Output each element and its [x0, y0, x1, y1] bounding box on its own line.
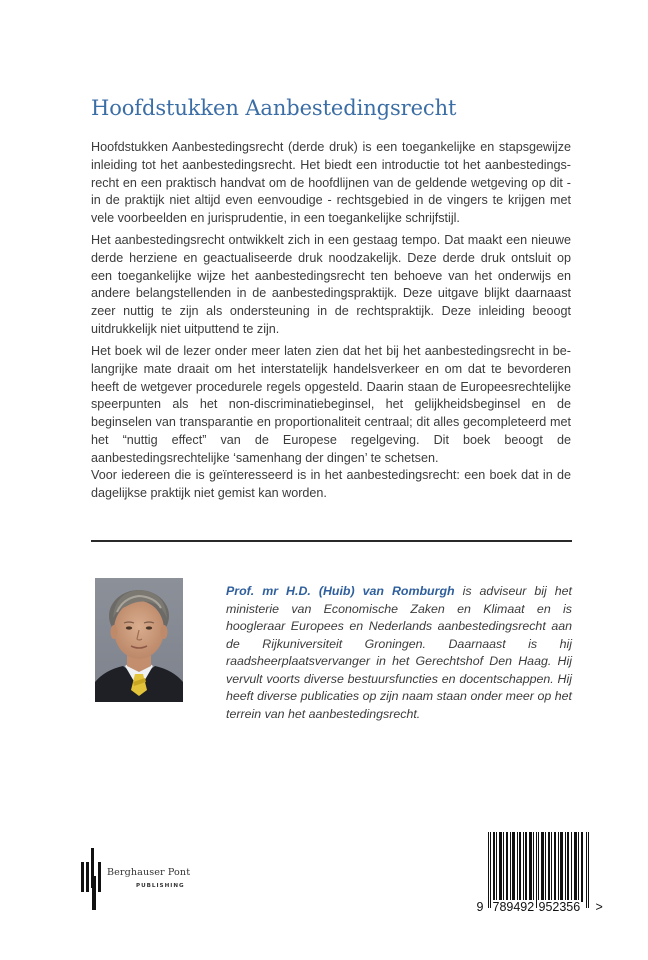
author-photo	[95, 578, 183, 702]
author-bio	[226, 583, 572, 723]
isbn-quiet-zone-arrow: >	[595, 900, 603, 914]
barcode-icon	[488, 832, 590, 908]
publisher-logo	[80, 848, 210, 910]
author-bio-text: is adviseur bij het ministerie van Economische Zaken en Klimaat en is hoogleraar Europees en Nederlands aanbestedingsrecht aan de Rijkuniversiteit Groningen. Daarnaast is hij raadsheerplaatsvervanger in het Gerechtshof Den Haag. Hij vervult voorts diverse bestuursfuncties en docentschappen. Hij heeft diverse publicaties op zijn naam staan onder meer op het terrein van het aanbestedingsrecht.	[226, 584, 572, 721]
isbn-right-digits: 952356	[538, 900, 581, 914]
description-paragraph-1: Hoofdstukken Aanbestedingsrecht (derde druk) is een toegankelijke en stapsgewijze inleiding tot het aanbestedingsrecht. Het biedt een introductie tot het aanbestedingsrecht en een praktisch handvat om de hoofdlijnen van de geldende wetgeving op dit - in de praktijk niet altijd even eenvoudige - rechtsgebied in de vingers te krijgen met vele voorbeelden en jurisprudentie, in een toegankelijke schrijfstijl.	[91, 140, 571, 226]
isbn-lead-digit: 9	[476, 900, 484, 914]
author-name: Prof. mr H.D. (Huib) van Romburgh	[226, 584, 455, 598]
author-portrait-icon	[95, 578, 183, 702]
isbn-barcode	[474, 832, 614, 922]
description-paragraph-4: Voor iedereen die is geïnteresseerd is in het aanbestedingsrecht: een boek dat in de dagelijkse praktijk niet gemist kan worden.	[91, 468, 571, 500]
publisher-subtitle: PUBLISHING	[136, 883, 185, 889]
book-title: Hoofdstukken Aanbestedingsrecht	[91, 96, 457, 120]
publisher-name: Berghauser Pont	[107, 867, 191, 878]
description-paragraph-2: Het aanbestedingsrecht ontwikkelt zich in een gestaag tempo. Dat maakt een nieuwe derde herziene en geactualiseerde druk noodzakelijk. Deze derde druk ontsluit op een toegankelijke wijze het aanbestedingsrecht ten behoeve van het onderwijs en andere belangstellenden in de aanbestedingspraktijk. Deze uitgave blijkt daarnaast zeer nuttig te zijn als ondersteuning in de rechtspraktijk. Deze inleiding beoogt uitdrukkelijk niet uitputtend te zijn.	[91, 233, 571, 336]
vertical-bars-logo-icon	[80, 848, 104, 910]
horizontal-divider	[91, 540, 572, 542]
description-paragraph-3: Het boek wil de lezer onder meer laten zien dat het bij het aanbestedingsrecht in belangrijke mate draait om het interstatelijk handelsverkeer en om dat te bevorderen heeft de wetgever procedurele regels opgesteld. Daarin staan de Europeesrechtelijke speerpunten als het non-discriminatiebeginsel, het gelijkheidsbeginsel en de beginselen van transparantie en proportionaliteit centraal; dit alles gecompleteerd met het “nuttig effect” van de Europese regelgeving. Dit boek beoogt de aanbestedingsrechtelijke ‘samenhang der dingen’ te schetsen.	[91, 344, 571, 465]
isbn-left-digits: 789492	[492, 900, 535, 914]
